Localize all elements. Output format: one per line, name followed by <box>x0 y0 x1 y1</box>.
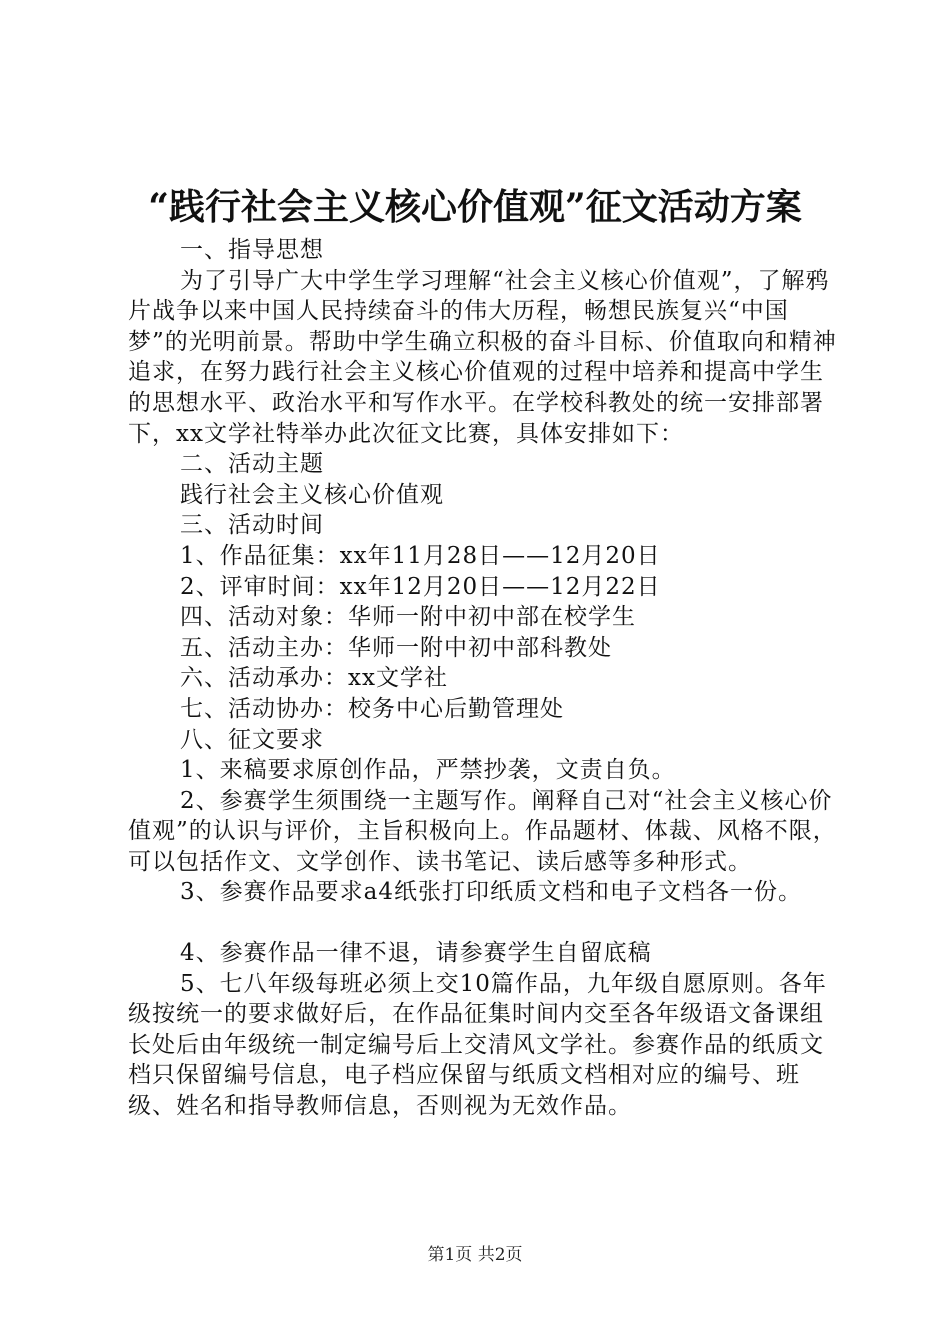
requirement-item-1: 1、来稿要求原创作品，严禁抄袭，文责自负。 <box>180 757 676 784</box>
list-item-collection-time: 1、作品征集：xx年11月28日——12月20日 <box>180 542 661 569</box>
requirement-item-4: 4、参赛作品一律不退，请参赛学生自留底稿 <box>180 940 652 967</box>
section-heading-requirements: 八、征文要求 <box>180 726 324 753</box>
requirement-item-5: 5、七八年级每班必须上交10篇作品，九年级自愿原则。各年级按统一的要求做好后，在作品征集时间内交至各年级语文备课组长处后由年级统一制定编号后上交清风文学社。参赛作品的纸质文档只保留编号信息，电子档应保留与纸质文档相对应的编号、班级、姓名和指导教师信息，否则视为无效作品。 <box>128 970 827 1120</box>
section-heading-co-organizer: 七、活动协办：校务中心后勤管理处 <box>180 695 564 722</box>
section-heading-audience: 四、活动对象：华师一附中初中部在校学生 <box>180 604 636 631</box>
section-heading-host: 五、活动主办：华师一附中初中部科教处 <box>180 634 612 661</box>
paragraph-theme: 践行社会主义核心价值观 <box>180 481 444 508</box>
requirement-item-2: 2、参赛学生须围绕一主题写作。阐释自己对“社会主义核心价值观”的认识与评价，主旨积极向上。作品题材、体裁、风格不限，可以包括作文、文学创作、读书笔记、读后感等多种形式。 <box>128 787 837 875</box>
section-heading-time: 三、活动时间 <box>180 512 324 539</box>
document-body <box>128 235 838 1122</box>
document-title: “践行社会主义核心价值观”征文活动方案 <box>148 186 802 228</box>
list-item-review-time: 2、评审时间：xx年12月20日——12月22日 <box>180 573 661 600</box>
section-heading-organizer: 六、活动承办：xx文学社 <box>180 665 448 692</box>
section-heading-guiding-thought: 一、指导思想 <box>180 237 324 263</box>
page-indicator: 第1页 共2页 <box>427 1245 523 1265</box>
section-heading-theme: 二、活动主题 <box>180 451 324 478</box>
paragraph-guiding-thought: 为了引导广大中学生学习理解“社会主义核心价值观”，了解鸦片战争以来中国人民持续奋斗的伟大历程，畅想民族复兴“中国梦”的光明前景。帮助中学生确立积极的奋斗目标、价值取向和精神追求，在努力践行社会主义核心价值观的过程中培养和提高中学生的思想水平、政治水平和写作水平。在学校科教处的统一安排部署下，xx文学社特举办此次征文比赛，具体安排如下： <box>128 267 837 447</box>
requirement-item-3: 3、参赛作品要求a4纸张打印纸质文档和电子文档各一份。 <box>180 879 802 906</box>
